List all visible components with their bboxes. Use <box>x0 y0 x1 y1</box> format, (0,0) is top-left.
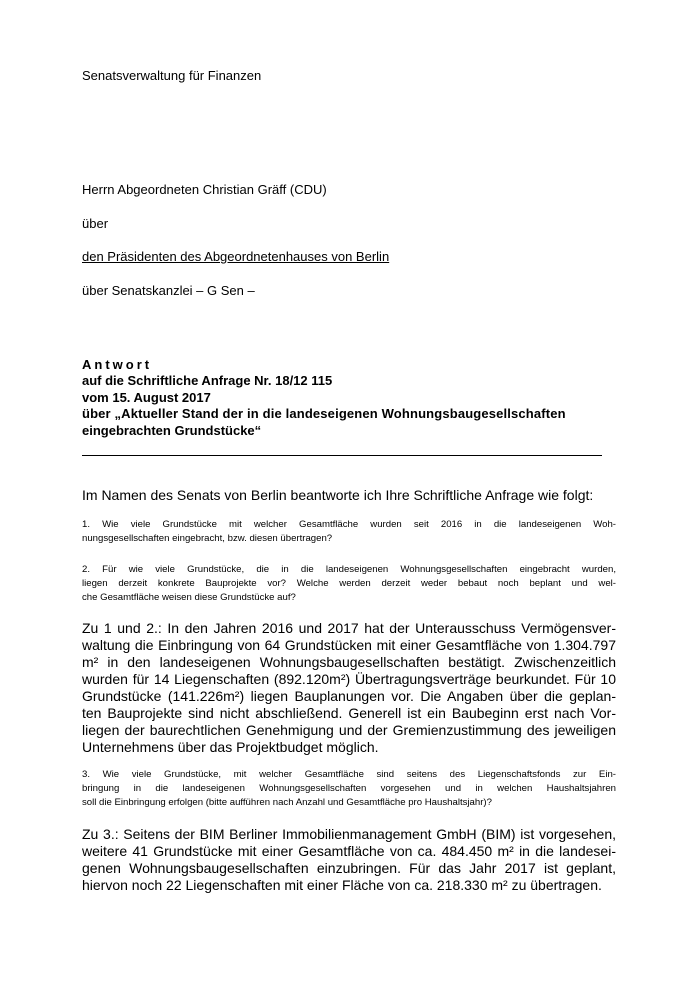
question-2-line: liegen derzeit konkrete Bauprojekte vor? Welche werden derzeit weder bebaut noch beplant und wel- <box>82 578 616 589</box>
intro-paragraph: Im Namen des Senats von Berlin beantworte ich Ihre Schriftliche Anfrage wie folgt: <box>82 487 594 503</box>
question-2-line: 2. Für wie viele Grundstücke, die in die landeseigenen Wohnungsgesellschaften eingebracht wurden, <box>82 564 616 575</box>
answer-1-2-line: Zu 1 und 2.: In den Jahren 2016 und 2017 hat der Unterausschuss Vermögensver- <box>82 620 616 636</box>
answer-3-line: Zu 3.: Seitens der BIM Berliner Immobilienmanagement GmbH (BIM) ist vorgesehen, <box>82 826 616 842</box>
via-line-3: über Senatskanzlei – G Sen – <box>82 283 255 298</box>
question-3-line: bringung in die landeseigenen Wohnungsgesellschaften vorgesehen und in welchen Haushaltsjahren <box>82 783 616 794</box>
answer-3-line: weitere 41 Grundstücke mit einer Gesamtfläche von ca. 484.450 m² in die landesei- <box>82 843 616 859</box>
question-3-line: soll die Einbringung erfolgen (bitte aufführen nach Anzahl und Gesamtfläche pro Haushaltsjahr)? <box>82 797 492 808</box>
heading-rule <box>82 455 602 456</box>
heading-antwort: Antwort <box>82 357 153 372</box>
answer-1-2-line: Grundstücke (141.226m²) liegen Bauplanungen vor. Die Angaben über die geplan- <box>82 688 616 704</box>
via-line-2: den Präsidenten des Abgeordnetenhauses von Berlin <box>82 249 390 264</box>
answer-3-line: genen Wohnungsbaugesellschaften einzubringen. Für das Jahr 2017 ist geplant, <box>82 860 616 876</box>
answer-1-2-line: Unternehmens über das Projektbudget möglich. <box>82 739 379 755</box>
answer-1-2-line: m² in den landeseigenen Wohnungsbaugesellschaften bestätigt. Zwischenzeitlich <box>82 654 616 670</box>
sender-line: Senatsverwaltung für Finanzen <box>82 68 262 83</box>
answer-1-2-line: waltung die Einbringung von 64 Grundstücken mit einer Gesamtfläche von 1.304.797 <box>82 637 616 653</box>
recipient-line: Herrn Abgeordneten Christian Gräff (CDU) <box>82 182 327 197</box>
via-line-1: über <box>82 216 109 231</box>
heading-line-2: auf die Schriftliche Anfrage Nr. 18/12 115 <box>82 373 333 388</box>
question-2-line: che Gesamtfläche weisen diese Grundstücke auf? <box>82 592 296 603</box>
answer-1-2-line: liegen der baurechtlichen Genehmigung und der Gremienzustimmung des jeweiligen <box>82 722 616 738</box>
answer-1-2-line: wurden für 14 Liegenschaften (892.120m²) Übertragungsverträge beurkundet. Für 10 <box>82 671 616 687</box>
answer-1-2-line: ten Bauprojekte sind nicht abschließend. Generell ist ein Baubeginn erst nach Vor- <box>82 705 616 721</box>
answer-3-line: hiervon noch 22 Liegenschaften mit einer Fläche von ca. 218.330 m² zu übertragen. <box>82 877 602 893</box>
heading-line-4: über „Aktueller Stand der in die landeseigenen Wohnungsbaugesellschaften <box>82 406 566 421</box>
question-1-line: 1. Wie viele Grundstücke mit welcher Gesamtfläche wurden seit 2016 in die landeseigenen Woh- <box>82 519 616 530</box>
question-1-line: nungsgesellschaften eingebracht, bzw. diesen übertragen? <box>82 533 333 544</box>
heading-line-3: vom 15. August 2017 <box>82 390 211 405</box>
heading-line-5: eingebrachten Grundstücke“ <box>82 423 262 438</box>
question-3-line: 3. Wie viele Grundstücke, mit welcher Gesamtfläche sind seitens des Liegenschaftsfonds zur Ein- <box>82 769 616 780</box>
